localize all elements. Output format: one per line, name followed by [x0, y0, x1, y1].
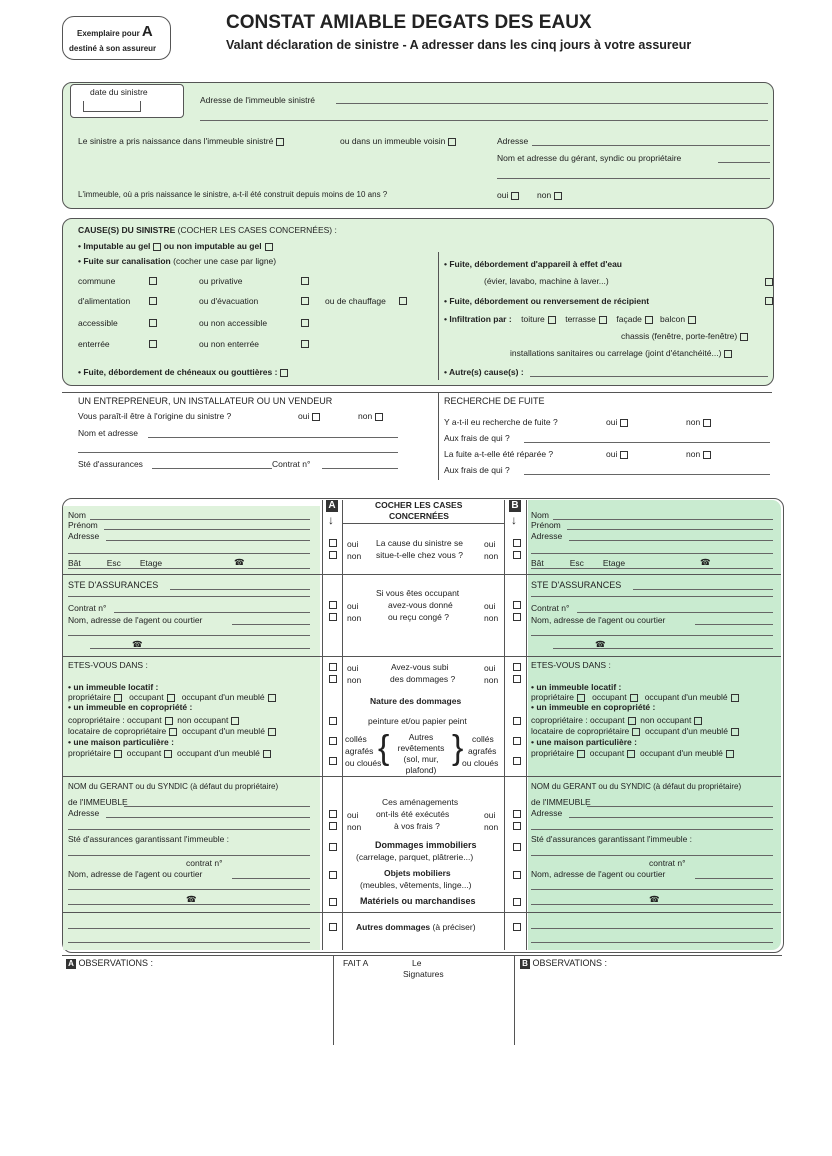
checkbox[interactable]	[620, 451, 628, 459]
checkbox[interactable]	[301, 277, 309, 285]
origin-question: Le sinistre a pris naissance dans l'immeuble sinistré	[78, 136, 284, 146]
checkbox[interactable]	[599, 316, 607, 324]
party-b-gerant: NOM du GERANT ou du SYNDIC (à défaut du propriétaire)	[531, 782, 742, 791]
recherche-frais-2: Aux frais de qui ?	[444, 465, 510, 475]
entrepreneur-name-field[interactable]	[148, 437, 398, 438]
middle-cloues-right: ou cloués	[462, 758, 499, 768]
party-a-agent-field[interactable]	[232, 624, 310, 625]
checkbox[interactable]	[329, 663, 337, 671]
checkbox[interactable]	[513, 613, 521, 621]
canal-row-1b: ou privative	[199, 276, 243, 286]
party-a-etes: ETES-VOUS DANS :	[68, 660, 148, 670]
rule	[63, 912, 781, 913]
neighbour-address-field[interactable]	[532, 145, 770, 146]
cause-appareil-note: (évier, lavabo, machine à laver...)	[484, 276, 609, 286]
phone-icon: ☎	[132, 639, 143, 649]
party-b-agent2-field-2[interactable]	[531, 889, 773, 890]
manager-field-2[interactable]	[497, 178, 770, 179]
party-b-extra-line[interactable]	[531, 928, 773, 929]
tag-b: B	[509, 500, 521, 512]
checkbox[interactable]	[149, 319, 157, 327]
party-a-extra-line-2[interactable]	[68, 942, 310, 943]
checkbox[interactable]	[329, 810, 337, 818]
party-b-maison: • une maison particulière :	[531, 737, 637, 747]
party-a-locatif-line: propriétaire occupant occupant d'un meublé	[68, 692, 276, 702]
checkbox[interactable]	[114, 750, 122, 758]
checkbox[interactable]	[231, 717, 239, 725]
party-b-locatif-line: propriétaire occupant occupant d'un meublé	[531, 692, 739, 702]
checkbox[interactable]	[513, 923, 521, 931]
party-b-agent2: Nom, adresse de l'agent ou courtier	[531, 869, 666, 879]
party-a-ste-garant: Sté d'assurances garantissant l'immeuble :	[68, 834, 230, 844]
party-a-gerant: NOM du GERANT ou du SYNDIC (à défaut du propriétaire)	[68, 782, 279, 791]
checkbox[interactable]	[630, 694, 638, 702]
phone-icon: ☎	[700, 557, 711, 567]
checkbox[interactable]	[577, 694, 585, 702]
checkbox[interactable]	[620, 419, 628, 427]
rule	[342, 523, 504, 524]
party-b-agent-field-2[interactable]	[531, 635, 773, 636]
copy-badge	[62, 16, 171, 60]
checkbox[interactable]	[167, 694, 175, 702]
party-b-phone-field[interactable]	[553, 648, 773, 649]
party-b-ste-field[interactable]	[633, 589, 773, 590]
fait-a: FAIT A	[343, 958, 369, 968]
middle-colles-left: collés	[345, 734, 367, 744]
checkbox[interactable]	[165, 717, 173, 725]
tag-a-small: A	[66, 959, 76, 969]
middle-q2-a: Si vous êtes occupant	[376, 588, 460, 598]
canal-row-3a: accessible	[78, 318, 118, 328]
party-a-de-immeuble: de l'IMMEUBLE	[68, 797, 128, 807]
checkbox[interactable]	[703, 451, 711, 459]
middle-agrafes-left: agrafés	[345, 746, 374, 756]
rule	[526, 500, 527, 950]
cause-appareil: • Fuite, débordement d'appareil à effet d'eau	[444, 259, 622, 269]
middle-nature: Nature des dommages	[370, 696, 462, 706]
checkbox[interactable]	[513, 822, 521, 830]
checkbox[interactable]	[632, 728, 640, 736]
party-b-bat: Bât Esc Etage	[531, 558, 626, 568]
recherche-q2-oui: oui	[606, 449, 628, 459]
canal-row-2c: ou de chauffage	[325, 296, 386, 306]
recherche-frais-field-1[interactable]	[524, 442, 770, 443]
party-b-adresse: Adresse	[531, 531, 563, 541]
address-field-2	[200, 120, 768, 121]
checkbox[interactable]	[375, 413, 383, 421]
checkbox[interactable]	[329, 822, 337, 830]
tag-b-small: B	[520, 959, 530, 969]
recherche-q2: La fuite a-t-elle été réparée ?	[444, 449, 554, 459]
checkbox[interactable]	[329, 898, 337, 906]
recherche-frais-field-2[interactable]	[524, 474, 770, 475]
mid-oui-non-4r: oui non	[484, 810, 499, 832]
checkbox[interactable]	[731, 694, 739, 702]
checkbox[interactable]	[301, 297, 309, 305]
party-a-bat: Bât Esc Etage	[68, 558, 163, 568]
checkbox[interactable]	[329, 923, 337, 931]
middle-materiels: Matériels ou marchandises	[360, 896, 476, 906]
party-a-prenom: Prénom	[68, 520, 98, 530]
checkbox[interactable]	[329, 601, 337, 609]
party-b-locatif: • un immeuble locatif :	[531, 682, 622, 692]
party-a-ste-field-2[interactable]	[68, 596, 310, 597]
middle-amen-3: à vos frais ?	[394, 821, 440, 831]
middle-q3-b: des dommages ?	[390, 674, 456, 684]
middle-q2-c: ou reçu congé ?	[388, 612, 449, 622]
party-a-adresse2-field[interactable]	[106, 817, 310, 818]
rule	[333, 955, 334, 1045]
middle-q1-b: situe-t-elle chez vous ?	[376, 550, 463, 560]
checkbox[interactable]	[448, 138, 456, 146]
cause-sanitaires: installations sanitaires ou carrelage (joint d'étanchéité...)	[510, 348, 732, 358]
phone-icon: ☎	[186, 894, 197, 904]
party-a-ste: STE D'ASSURANCES	[68, 580, 159, 590]
checkbox[interactable]	[312, 413, 320, 421]
copy-badge-line1: Exemplaire pour A	[77, 23, 153, 40]
middle-q2-b: avez-vous donné	[388, 600, 453, 610]
party-a-adresse2-field-2[interactable]	[68, 829, 310, 830]
middle-heading-1: COCHER LES CASES	[375, 500, 463, 510]
checkbox[interactable]	[740, 333, 748, 341]
recherche-q1-oui: oui	[606, 417, 628, 427]
checkbox[interactable]	[513, 737, 521, 745]
checkbox[interactable]	[280, 369, 288, 377]
party-a-adresse-field[interactable]	[106, 540, 310, 541]
middle-amen-2: ont-ils été exécutés	[376, 809, 450, 819]
party-a-gerant-field[interactable]	[124, 806, 310, 807]
rule	[322, 500, 323, 950]
observations-b-area[interactable]	[520, 972, 778, 1042]
checkbox[interactable]	[301, 319, 309, 327]
rule	[62, 392, 772, 393]
entrepreneur-contrat-label: Contrat n°	[272, 459, 311, 469]
rule	[63, 574, 781, 575]
party-a-copro: • un immeuble en copropriété :	[68, 702, 193, 712]
checkbox[interactable]	[554, 192, 562, 200]
party-b-phone2-field[interactable]	[531, 904, 773, 905]
checkbox[interactable]	[724, 350, 732, 358]
observations-a-area[interactable]	[66, 972, 328, 1042]
checkbox[interactable]	[329, 717, 337, 725]
party-a-adresse-field-2[interactable]	[68, 553, 310, 554]
party-b-adresse2: Adresse	[531, 808, 563, 818]
manager-field[interactable]	[718, 162, 770, 163]
party-a-bat-field[interactable]	[68, 568, 310, 569]
recherche-heading: RECHERCHE DE FUITE	[444, 396, 545, 406]
phone-icon: ☎	[649, 894, 660, 904]
cause-infiltration: • Infiltration par : toiture terrasse façade balcon	[444, 314, 696, 324]
party-b-adresse2-field[interactable]	[569, 817, 773, 818]
party-b-prenom: Prénom	[531, 520, 561, 530]
entrepreneur-non: non	[358, 411, 383, 421]
checkbox[interactable]	[513, 551, 521, 559]
party-b-agent-field[interactable]	[695, 624, 773, 625]
checkbox[interactable]	[164, 750, 172, 758]
party-a-copro-line: copropriétaire : occupant non occupant	[68, 715, 239, 725]
signature-area[interactable]	[338, 982, 510, 1042]
party-a-phone-field[interactable]	[90, 648, 310, 649]
entrepreneur-contrat-field[interactable]	[322, 468, 398, 469]
party-a-nom: Nom	[68, 510, 86, 520]
party-a-contrat-field[interactable]	[114, 612, 310, 613]
arrow-down-icon: ↓	[511, 513, 517, 527]
middle-q1-a: La cause du sinistre se	[376, 538, 463, 548]
brace-right: }	[452, 729, 464, 767]
party-b-contrat: Contrat n°	[531, 603, 570, 613]
middle-mobil: Objets mobiliers	[384, 868, 451, 878]
rule	[514, 955, 515, 1045]
checkbox[interactable]	[511, 192, 519, 200]
party-b-adresse-field[interactable]	[569, 540, 773, 541]
cause-autres-field[interactable]	[530, 376, 768, 377]
mid-oui-non-3r: oui non	[484, 663, 499, 685]
checkbox[interactable]	[513, 601, 521, 609]
checkbox[interactable]	[329, 757, 337, 765]
checkbox[interactable]	[153, 243, 161, 251]
checkbox[interactable]	[726, 750, 734, 758]
observations-b: B OBSERVATIONS :	[520, 958, 607, 969]
checkbox[interactable]	[513, 843, 521, 851]
checkbox[interactable]	[765, 278, 773, 286]
checkbox[interactable]	[149, 340, 157, 348]
mid-oui-non-2r: oui non	[484, 601, 499, 623]
checkbox[interactable]	[513, 675, 521, 683]
middle-immob: Dommages immobiliers	[375, 840, 477, 850]
party-a-adresse: Adresse	[68, 531, 100, 541]
checkbox[interactable]	[329, 737, 337, 745]
manager-label: Nom et adresse du gérant, syndic ou propriétaire	[497, 153, 682, 163]
brace-left: {	[378, 729, 390, 767]
checkbox[interactable]	[276, 138, 284, 146]
checkbox[interactable]	[329, 539, 337, 547]
observations-a: A OBSERVATIONS :	[66, 958, 153, 969]
party-a-contrat: Contrat n°	[68, 603, 107, 613]
canal-row-4a: enterrée	[78, 339, 110, 349]
phone-icon: ☎	[595, 639, 606, 649]
party-b-bat-field[interactable]	[531, 568, 773, 569]
rule	[62, 955, 782, 956]
checkbox[interactable]	[301, 340, 309, 348]
party-b-prenom-field[interactable]	[567, 529, 773, 530]
causes-heading: CAUSE(S) DU SINISTRE (COCHER LES CASES CONCERNÉES) :	[78, 225, 337, 235]
party-a-agent2-field[interactable]	[232, 878, 310, 879]
party-b-contrat-field[interactable]	[577, 612, 773, 613]
date-input[interactable]	[83, 101, 141, 112]
address-field[interactable]	[336, 103, 768, 104]
party-b-nom-field[interactable]	[553, 519, 773, 520]
middle-autres: Autres dommages (à préciser)	[356, 922, 476, 932]
party-b-copro: • un immeuble en copropriété :	[531, 702, 656, 712]
built-non: non	[537, 190, 562, 200]
rule	[342, 500, 343, 950]
recherche-q2-non: non	[686, 449, 711, 459]
rule	[504, 500, 505, 950]
recherche-q1-non: non	[686, 417, 711, 427]
entrepreneur-name-label: Nom et adresse	[78, 428, 138, 438]
party-a-phone2-field[interactable]	[68, 904, 310, 905]
canal-row-2a: d'alimentation	[78, 296, 131, 306]
cause-gel: • Imputable au gel ou non imputable au gel	[78, 241, 273, 251]
party-a-ste-field[interactable]	[170, 589, 310, 590]
party-b-gerant-field[interactable]	[587, 806, 773, 807]
party-a-extra-line[interactable]	[68, 928, 310, 929]
date-label: date du sinistre	[90, 87, 148, 97]
neighbour-address-label: Adresse	[497, 136, 529, 146]
mid-oui-non-4: oui non	[347, 810, 362, 832]
checkbox[interactable]	[513, 539, 521, 547]
canal-row-2b: ou d'évacuation	[199, 296, 259, 306]
address-label: Adresse de l'immeuble sinistré	[200, 95, 316, 105]
middle-heading-2: CONCERNÉES	[389, 511, 449, 521]
entrepreneur-ste-label: Sté d'assurances	[78, 459, 143, 469]
party-b-nom: Nom	[531, 510, 549, 520]
party-b-adresse2-field-2[interactable]	[531, 829, 773, 830]
middle-agrafes-right: agrafés	[468, 746, 497, 756]
checkbox[interactable]	[645, 316, 653, 324]
mid-oui-non-2: oui non	[347, 601, 362, 623]
mid-oui-non-3: oui non	[347, 663, 362, 685]
party-a-agent: Nom, adresse de l'agent ou courtier	[68, 615, 203, 625]
canal-row-1a: commune	[78, 276, 116, 286]
middle-mobil-note: (meubles, vêtements, linge...)	[360, 880, 472, 890]
party-a-locataire-line: locataire de copropriétaire occupant d'un meublé	[68, 726, 276, 736]
le-label: Le	[412, 958, 422, 968]
phone-icon: ☎	[234, 557, 245, 567]
checkbox[interactable]	[149, 277, 157, 285]
cause-recipient: • Fuite, débordement ou renversement de récipient	[444, 296, 650, 306]
cause-canalisation: • Fuite sur canalisation (cocher une case par ligne)	[78, 256, 277, 266]
signatures-label: Signatures	[403, 969, 444, 979]
checkbox[interactable]	[265, 243, 273, 251]
party-b-adresse-field-2[interactable]	[531, 553, 773, 554]
party-a-ste-garant-field[interactable]	[68, 855, 310, 856]
checkbox[interactable]	[513, 663, 521, 671]
checkbox[interactable]	[399, 297, 407, 305]
checkbox[interactable]	[513, 810, 521, 818]
canal-row-4b: ou non enterrée	[199, 339, 260, 349]
checkbox[interactable]	[577, 750, 585, 758]
middle-autres-revetements: Autres revêtements (sol, mur, plafond)	[397, 732, 445, 775]
checkbox[interactable]	[627, 750, 635, 758]
checkbox[interactable]	[513, 898, 521, 906]
middle-cloues-left: ou cloués	[345, 758, 382, 768]
party-b-agent2-field[interactable]	[695, 878, 773, 879]
party-b-ste-garant: Sté d'assurances garantissant l'immeuble :	[531, 834, 693, 844]
party-a-adresse2: Adresse	[68, 808, 100, 818]
party-a-nom-field[interactable]	[90, 519, 310, 520]
party-b-contrat2: contrat n°	[649, 858, 686, 868]
checkbox[interactable]	[513, 871, 521, 879]
middle-q3-a: Avez-vous subi	[391, 662, 449, 672]
party-a-prenom-field[interactable]	[104, 529, 310, 530]
checkbox[interactable]	[513, 757, 521, 765]
party-a-locatif: • un immeuble locatif :	[68, 682, 159, 692]
cause-chassis: chassis (fenêtre, porte-fenêtre)	[621, 331, 748, 341]
rule	[438, 392, 439, 480]
mid-oui-non-1r: oui non	[484, 539, 499, 561]
party-a-agent-field-2[interactable]	[68, 635, 310, 636]
checkbox[interactable]	[268, 728, 276, 736]
checkbox[interactable]	[263, 750, 271, 758]
copy-badge-line2: destiné à son assureur	[69, 44, 157, 53]
checkbox[interactable]	[513, 717, 521, 725]
rule	[63, 776, 781, 777]
checkbox[interactable]	[688, 316, 696, 324]
entrepreneur-ste-field[interactable]	[152, 468, 272, 469]
checkbox[interactable]	[703, 419, 711, 427]
party-b-ste: STE D'ASSURANCES	[531, 580, 622, 590]
built-question: L'immeuble, où a pris naissance le sinistre, a-t-il été construit depuis moins de 10 ans ?	[78, 190, 388, 199]
entrepreneur-name-field-2[interactable]	[78, 452, 398, 453]
party-b-etes: ETES-VOUS DANS :	[531, 660, 611, 670]
arrow-down-icon: ↓	[328, 513, 334, 527]
checkbox[interactable]	[628, 717, 636, 725]
party-b-ste-garant-field[interactable]	[531, 855, 773, 856]
checkbox[interactable]	[114, 694, 122, 702]
cause-chenaux: • Fuite, débordement de chéneaux ou gouttières :	[78, 367, 288, 377]
form-title: CONSTAT AMIABLE DEGATS DES EAUX	[226, 12, 592, 33]
canal-row-3b: ou non accessible	[199, 318, 268, 328]
checkbox[interactable]	[731, 728, 739, 736]
party-b-de-immeuble: de l'IMMEUBLE	[531, 797, 591, 807]
party-b-copro-line: copropriétaire : occupant non occupant	[531, 715, 702, 725]
origin-neighbour: ou dans un immeuble voisin	[340, 136, 456, 146]
party-a-contrat2: contrat n°	[186, 858, 223, 868]
party-b-ste-field-2[interactable]	[531, 596, 773, 597]
recherche-q1: Y a-t-il eu recherche de fuite ?	[444, 417, 558, 427]
built-oui: oui	[497, 190, 519, 200]
tag-a: A	[326, 500, 338, 512]
entrepreneur-question: Vous paraît-il être à l'origine du sinistre ?	[78, 411, 232, 421]
party-b-locataire-line: locataire de copropriétaire occupant d'un meublé	[531, 726, 739, 736]
checkbox[interactable]	[329, 613, 337, 621]
checkbox[interactable]	[329, 551, 337, 559]
party-a-maison-line: propriétaire occupant occupant d'un meublé	[68, 748, 271, 758]
checkbox[interactable]	[149, 297, 157, 305]
party-a-agent2-field-2[interactable]	[68, 889, 310, 890]
checkbox[interactable]	[268, 694, 276, 702]
checkbox[interactable]	[329, 871, 337, 879]
party-b-agent: Nom, adresse de l'agent ou courtier	[531, 615, 666, 625]
causes-divider	[438, 252, 439, 380]
checkbox[interactable]	[765, 297, 773, 305]
middle-amen-1: Ces aménagements	[382, 797, 459, 807]
party-b-extra-line-2[interactable]	[531, 942, 773, 943]
form-subtitle: Valant déclaration de sinistre - A adresser dans les cinq jours à votre assureur	[226, 38, 692, 52]
middle-immob-note: (carrelage, parquet, plâtrerie...)	[356, 852, 474, 862]
checkbox[interactable]	[548, 316, 556, 324]
recherche-frais-1: Aux frais de qui ?	[444, 433, 510, 443]
cause-autres: • Autre(s) cause(s) :	[444, 367, 524, 377]
party-b-maison-line: propriétaire occupant occupant d'un meublé	[531, 748, 734, 758]
entrepreneur-oui: oui	[298, 411, 320, 421]
mid-oui-non-1: oui non	[347, 539, 362, 561]
middle-colles-right: collés	[472, 734, 494, 744]
middle-peinture: peinture et/ou papier peint	[368, 716, 467, 726]
checkbox[interactable]	[329, 843, 337, 851]
rule	[63, 656, 781, 657]
checkbox[interactable]	[329, 675, 337, 683]
checkbox[interactable]	[694, 717, 702, 725]
party-a-maison: • une maison particulière :	[68, 737, 174, 747]
party-a-agent2: Nom, adresse de l'agent ou courtier	[68, 869, 203, 879]
entrepreneur-heading: UN ENTREPRENEUR, UN INSTALLATEUR OU UN VENDEUR	[78, 396, 333, 406]
checkbox[interactable]	[169, 728, 177, 736]
